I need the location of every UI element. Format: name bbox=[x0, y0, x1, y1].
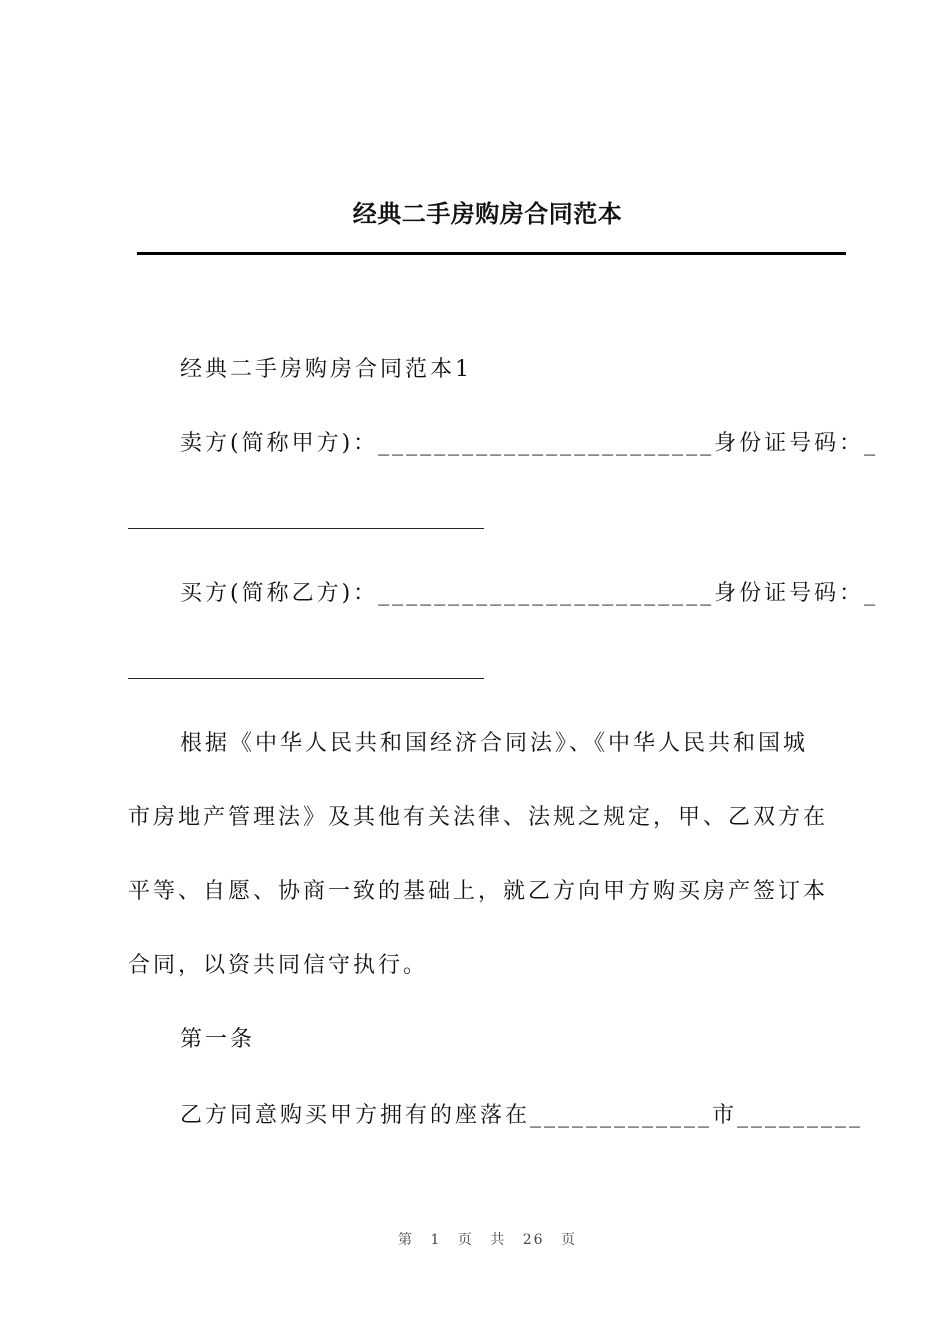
body-paragraph-line: 平等、自愿、协商一致的基础上，就乙方向甲方购买房产签订本 bbox=[128, 879, 829, 904]
seller-id-fill-line bbox=[128, 528, 484, 529]
body-paragraph-line: 根据《中华人民共和国经济合同法》、《中华人民共和国城 bbox=[180, 731, 809, 756]
body-paragraph-line: 市房地产管理法》及其他有关法律、法规之规定，甲、乙双方在 bbox=[128, 805, 829, 830]
seller-line: 卖方(简称甲方)：________________________身份证号码：_ bbox=[180, 431, 879, 456]
buyer-id-fill-line bbox=[128, 678, 484, 679]
article-body-line: 乙方同意购买甲方拥有的座落在_____________市_________ bbox=[180, 1103, 864, 1128]
buyer-line: 买方(简称乙方)：________________________身份证号码：_ bbox=[180, 581, 879, 606]
page-number-footer: 第 1 页 共 26 页 bbox=[398, 1232, 577, 1248]
body-paragraph-line: 合同，以资共同信守执行。 bbox=[128, 953, 429, 978]
title-underline bbox=[137, 252, 846, 255]
section-heading: 经典二手房购房合同范本1 bbox=[180, 357, 472, 382]
article-heading: 第一条 bbox=[180, 1027, 256, 1052]
document-title: 经典二手房购房合同范本 bbox=[352, 200, 623, 228]
